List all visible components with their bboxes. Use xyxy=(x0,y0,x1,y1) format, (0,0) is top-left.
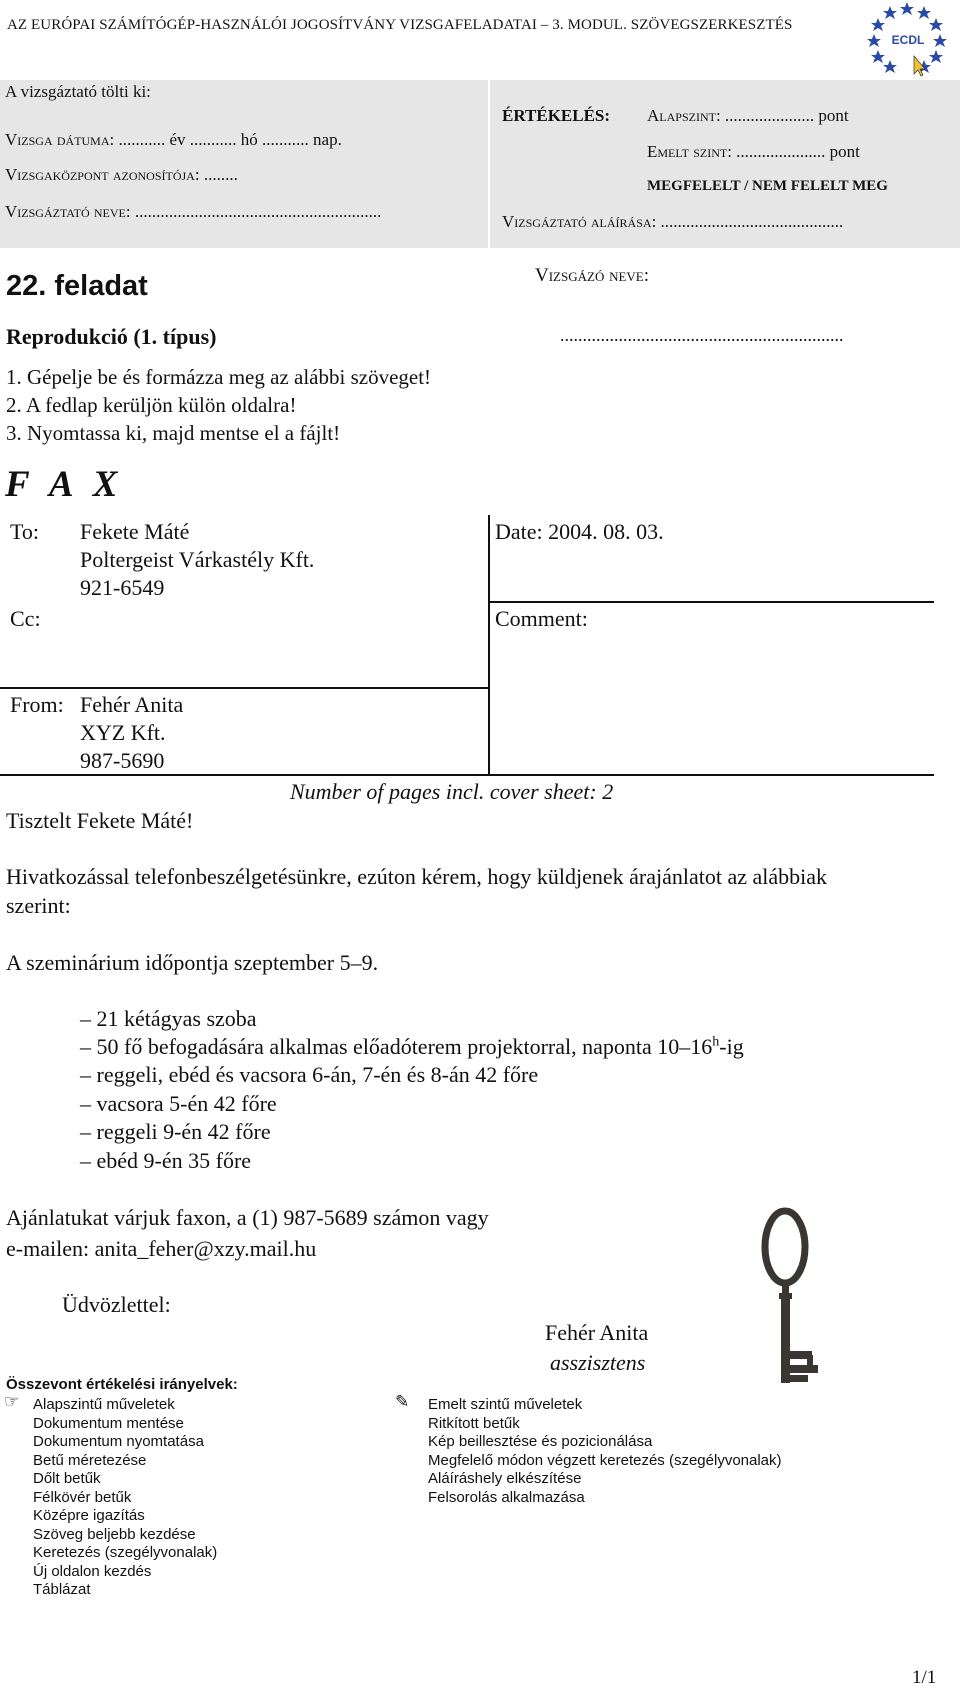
criteria-left-item: Félkövér betűk xyxy=(33,1489,132,1506)
ecdl-logo xyxy=(866,0,948,78)
list-item: – vacsora 5-én 42 főre xyxy=(80,1091,277,1116)
farewell: Üdvözlettel: xyxy=(62,1292,171,1317)
criteria-left-item: Dőlt betűk xyxy=(33,1470,101,1487)
to-phone: 921-6549 xyxy=(80,575,165,600)
pointing-hand-icon: ☞ xyxy=(4,1392,20,1411)
instruction-2: 2. A fedlap kerüljön külön oldalra! xyxy=(6,393,297,417)
criteria-left-item: Szöveg beljebb kezdése xyxy=(33,1526,196,1543)
list-item: – 50 fő befogadására alkalmas előadóterem projektorral, naponta 10–16$^h$-ig xyxy=(80,1034,744,1059)
criteria-left-item: Alapszintű műveletek xyxy=(33,1396,175,1413)
examiner-form-left xyxy=(0,80,488,248)
exam-center-field: Vizsgaközpont azonosítója: ........ xyxy=(5,165,238,184)
task-subtitle: Reprodukció (1. típus) xyxy=(6,324,217,349)
criteria-left-item: Új oldalon kezdés xyxy=(33,1563,152,1580)
criteria-left-item: Dokumentum nyomtatása xyxy=(33,1433,204,1450)
fax-table-rule xyxy=(488,601,934,603)
instruction-3: 3. Nyomtassa ki, majd mentse el a fájlt! xyxy=(6,421,341,445)
criteria-right-item: Megfelelő módon végzett keretezés (szegélyvonalak) xyxy=(428,1452,782,1469)
paragraph-1-line-2: szerint: xyxy=(6,893,71,918)
criteria-right-item: Aláíráshely elkészítése xyxy=(428,1470,582,1487)
fax-title: F A X xyxy=(5,464,124,505)
criteria-left-item: Táblázat xyxy=(33,1581,91,1598)
evaluation-form-right xyxy=(490,80,960,248)
cc-label: Cc: xyxy=(10,606,41,631)
criteria-right-item: Kép beillesztése és pozicionálása xyxy=(428,1433,653,1450)
greeting: Tisztelt Fekete Máté! xyxy=(6,808,194,833)
page-number: 1/1 xyxy=(912,1667,937,1688)
paragraph-2: A szeminárium időpontja szeptember 5–9. xyxy=(6,950,379,975)
task-title: 22. feladat xyxy=(6,270,148,302)
from-phone: 987-5690 xyxy=(80,748,165,773)
paragraph-1-line-1: Hivatkozással telefonbeszélgetésünkre, ezúton kérem, hogy küldjenek árajánlatot az alábbiak xyxy=(6,864,827,889)
examinee-name-field: Vizsgázó neve: xyxy=(535,265,650,286)
examinee-name-dots: ............................................................... xyxy=(560,325,844,345)
examiner-name-field: Vizsgáztató neve: .......................................................... xyxy=(5,202,382,221)
from-name: Fehér Anita xyxy=(80,692,184,717)
list-item: – 21 kétágyas szoba xyxy=(80,1006,257,1031)
to-name: Fekete Máté xyxy=(80,519,190,544)
closing-line-2: e-mailen: anita_feher@xzy.mail.hu xyxy=(6,1236,317,1261)
list-item: – reggeli, ebéd és vacsora 6-án, 7-én és 8-án 42 főre xyxy=(80,1062,539,1087)
fax-table-divider xyxy=(488,515,490,775)
criteria-right-item: Emelt szintű műveletek xyxy=(428,1396,583,1413)
exam-date-field: Vizsga dátuma: ........... év ........... hó ........... nap. xyxy=(5,130,342,149)
document-header: AZ EURÓPAI SZÁMÍTÓGÉP-HASZNÁLÓI JOGOSÍTVÁNY VIZSGAFELADATAI – 3. MODUL. SZÖVEGSZERKESZTÉS xyxy=(7,17,793,33)
criteria-left-item: Dokumentum mentése xyxy=(33,1415,184,1432)
to-label: To: xyxy=(10,519,40,544)
examiner-signature-field: Vizsgáztató aláírása: ........................................... xyxy=(502,212,844,231)
key-image xyxy=(755,1205,845,1395)
advanced-level-field: Emelt szint: ..................... pont xyxy=(647,142,860,161)
fax-table-rule xyxy=(0,687,490,689)
svg-text:ECDL: ECDL xyxy=(891,33,925,47)
criteria-right-item: Ritkított betűk xyxy=(428,1415,520,1432)
pencil-icon: ✎ xyxy=(395,1392,410,1411)
signature-name: Fehér Anita xyxy=(545,1320,649,1345)
list-item: – reggeli 9-én 42 főre xyxy=(80,1119,271,1144)
to-company: Poltergeist Várkastély Kft. xyxy=(80,547,315,572)
fill-label: A vizsgáztató tölti ki: xyxy=(5,82,151,101)
criteria-left-item: Keretezés (szegélyvonalak) xyxy=(33,1544,218,1561)
from-label: From: xyxy=(10,692,64,717)
from-company: XYZ Kft. xyxy=(80,720,166,745)
evaluation-label: ÉRTÉKELÉS: xyxy=(502,106,611,125)
criteria-left-item: Középre igazítás xyxy=(33,1507,145,1524)
closing-line-1: Ajánlatukat várjuk faxon, a (1) 987-5689 számon vagy xyxy=(6,1205,489,1230)
list-item: – ebéd 9-én 35 főre xyxy=(80,1148,252,1173)
instruction-1: 1. Gépelje be és formázza meg az alábbi szöveget! xyxy=(6,365,432,389)
pass-fail-label: MEGFELELT / NEM FELELT MEG xyxy=(647,178,888,194)
page-count: Number of pages incl. cover sheet: 2 xyxy=(290,779,614,804)
fax-date: Date: 2004. 08. 03. xyxy=(495,519,664,544)
criteria-left-item: Betű méretezése xyxy=(33,1452,147,1469)
basic-level-field: Alapszint: ..................... pont xyxy=(647,106,849,125)
criteria-right-item: Felsorolás alkalmazása xyxy=(428,1489,585,1506)
criteria-title: Összevont értékelési irányelvek: xyxy=(6,1376,238,1393)
comment-label: Comment: xyxy=(495,606,588,631)
signature-title: asszisztens xyxy=(550,1350,646,1375)
fax-table-rule xyxy=(0,774,934,776)
